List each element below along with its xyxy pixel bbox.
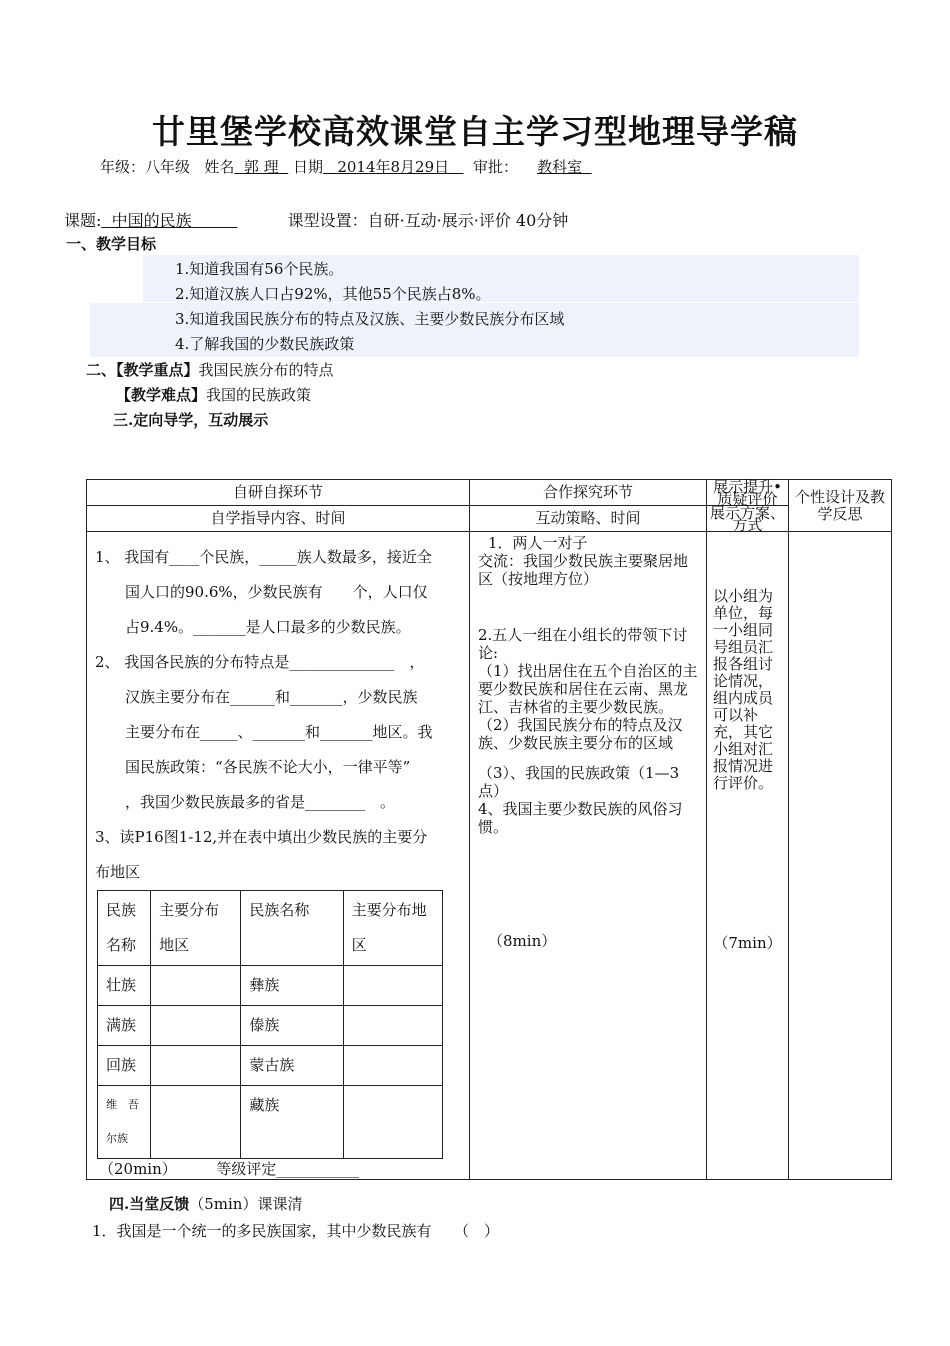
region-input[interactable] [343, 1006, 442, 1046]
coop-time: （8min） [488, 932, 557, 950]
coop-item-5: （2）我国民族分布的特点及汉族、少数民族主要分布的区域 [478, 716, 683, 752]
question-1a: 1、 我国有____个民族，_____族人数最多，接近全 [95, 548, 432, 566]
region-input[interactable] [343, 966, 442, 1006]
ethnic-name: 蒙古族 [241, 1046, 343, 1086]
region-input[interactable] [151, 1086, 241, 1159]
cooperation-cell [470, 532, 707, 1180]
approve-label: 审批： [473, 158, 519, 176]
ethnic-name: 彝族 [241, 966, 343, 1006]
inner-header-name2: 民族名称 [241, 891, 343, 966]
goal-3: 3.知道我国民族分布的特点及汉族、主要少数民族分布区域 [175, 310, 565, 328]
show-text: 以小组为单位，每一小组同号组员汇报各组讨论情况，组内成员可以补充，其它小组对汇报情况进行评价。 [713, 587, 774, 792]
self-study-cell [87, 532, 470, 1180]
ethnic-name: 维 吾尔族 [98, 1086, 151, 1159]
question-1c: 占9.4%。_______是人口最多的少数民族。 [125, 618, 411, 636]
table-row [98, 1006, 443, 1046]
self-study-footer [95, 1159, 463, 1179]
table-row [98, 966, 443, 1006]
section4-time: （5min）课课清 [189, 1195, 303, 1213]
key-text: 我国民族分布的特点 [198, 361, 334, 379]
ethnic-name: 藏族 [241, 1086, 343, 1159]
section3-heading: 三.定向导学，互动展示 [113, 411, 269, 429]
table-row [98, 1046, 443, 1086]
date-label: 日期 [293, 158, 324, 176]
info-line [100, 156, 592, 177]
grade-label: 年级：八年级 [100, 158, 191, 176]
ethnic-group-table [97, 890, 443, 1159]
header-show: 展示提升•质疑评价 [707, 480, 789, 506]
date-value: 2014年8月29日 [337, 158, 450, 176]
approve-value: 教科室 [537, 158, 583, 176]
region-input[interactable] [343, 1086, 442, 1159]
name-value: 郭 理 [243, 158, 279, 176]
coop-item-2: 交流：我国少数民族主要聚居地区（按地理方位） [478, 552, 689, 588]
header-self-study: 自研自探环节 [87, 480, 470, 506]
difficulty-text: 我国的民族政策 [206, 386, 312, 404]
header-show-plan: 展示方案、方式 [707, 506, 789, 532]
table-row [98, 1086, 443, 1159]
inner-header-region2: 主要分布地区 [343, 891, 442, 966]
ethnic-name: 傣族 [241, 1006, 343, 1046]
personal-design-cell [789, 532, 892, 1180]
coop-item-1: 1．两人一对子 [488, 534, 588, 552]
key-point: 二、【教学重点】我国民族分布的特点 [86, 361, 334, 379]
topic-label: 课题: [64, 211, 102, 230]
region-input[interactable] [343, 1046, 442, 1086]
header-personal-design: 个性设计及教学反思 [789, 480, 892, 532]
name-label: 姓名 [204, 158, 235, 176]
question-2b: 汉族主要分布在______和_______，少数民族 [125, 688, 418, 706]
question-3b: 布地区 [95, 863, 141, 881]
section1-heading: 一、教学目标 [66, 235, 157, 253]
feedback-question-1: 1．我国是一个统一的多民族国家，其中少数民族有 （ ） [92, 1222, 500, 1240]
coop-item-7: 4、我国主要少数民族的风俗习惯。 [478, 800, 683, 836]
goal-4: 4.了解我国的少数民族政策 [175, 335, 355, 353]
goal-2: 2.知道汉族人口占92%，其他55个民族占8%。 [175, 285, 491, 303]
question-2d: 国民族政策：“各民族不论大小，一律平等” [125, 758, 411, 776]
grade-evaluation: 等级评定___________ [216, 1160, 359, 1178]
question-2e: ，我国少数民族最多的省是________ 。 [125, 793, 396, 811]
topic-value: 中国的民族 [111, 211, 192, 230]
difficulty-point [116, 384, 311, 405]
header-self-study-sub: 自学指导内容、时间 [87, 506, 470, 532]
self-study-time: （20min） [99, 1160, 177, 1178]
question-1b: 国人口的90.6%，少数民族有 个，人口仅 [125, 583, 428, 601]
difficulty-label: 【教学难点】 [116, 386, 207, 404]
question-2c: 主要分布在_____、_______和_______地区。我 [125, 723, 433, 741]
topic-line [64, 208, 568, 231]
lesson-type: 课型设置：自研·互动·展示·评价 40分钟 [287, 211, 569, 230]
coop-item-3: 2.五人一组在小组长的带领下讨论: [478, 626, 688, 662]
show-time: （7min） [713, 934, 782, 952]
header-cooperation: 合作探究环节 [470, 480, 707, 506]
ethnic-name: 满族 [98, 1006, 151, 1046]
section4-heading: 四.当堂反馈（5min）课课清 [109, 1195, 303, 1213]
header-cooperation-sub: 互动策略、时间 [470, 506, 707, 532]
goal-1: 1.知道我国有56个民族。 [175, 260, 344, 278]
ethnic-name: 回族 [98, 1046, 151, 1086]
region-input[interactable] [151, 1006, 241, 1046]
question-2a: 2、 我国各民族的分布特点是______________ ， [95, 653, 425, 671]
inner-header-name1: 民族名称 [98, 891, 151, 966]
region-input[interactable] [151, 966, 241, 1006]
coop-item-6: （3）、我国的民族政策（1—3点） [478, 764, 680, 800]
inner-header-region1: 主要分布地区 [151, 891, 241, 966]
guide-table [86, 479, 892, 1180]
key-label: 【教学重点】 [116, 361, 199, 379]
region-input[interactable] [151, 1046, 241, 1086]
show-cell [707, 532, 789, 1180]
question-3a: 3、读P16图1-12,并在表中填出少数民族的主要分 [95, 828, 428, 846]
coop-item-4: （1）找出居住在五个自治区的主要少数民族和居住在云南、黑龙江、吉林省的主要少数民族。 [478, 662, 698, 716]
page-title: 廿里堡学校高效课堂自主学习型地理导学稿 [152, 112, 798, 151]
ethnic-name: 壮族 [98, 966, 151, 1006]
